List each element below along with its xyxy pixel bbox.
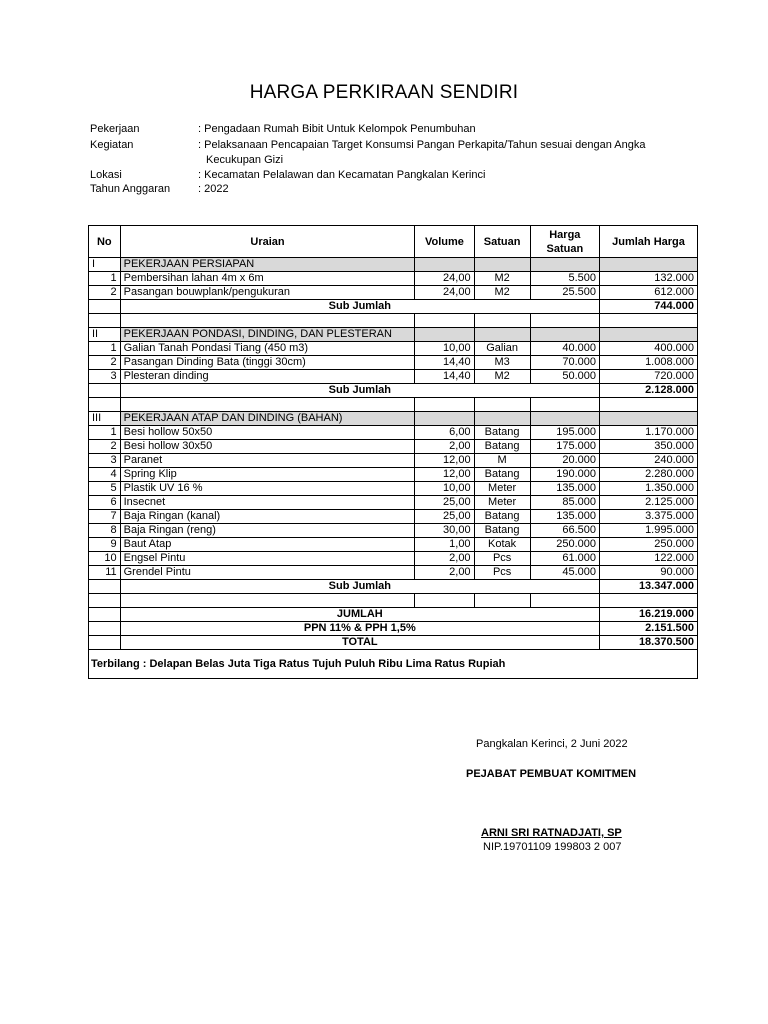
ppn-value: 2.151.500	[600, 622, 698, 636]
item-description: Pasangan Dinding Bata (tinggi 30cm)	[120, 356, 415, 370]
item-unit: M2	[474, 370, 530, 384]
empty-cell	[415, 412, 474, 426]
jumlah-value: 16.219.000	[600, 608, 698, 622]
section-number: I	[89, 258, 121, 272]
item-volume: 2,00	[415, 566, 474, 580]
section-title: PEKERJAAN PONDASI, DINDING, DAN PLESTERAN	[120, 328, 415, 342]
item-total: 1.170.000	[600, 426, 698, 440]
pekerjaan-value: : Pengadaan Rumah Bibit Untuk Kelompok Penumbuhan	[198, 123, 476, 135]
terbilang-row	[89, 650, 698, 679]
item-unit-price: 25.500	[530, 286, 599, 300]
item-description: Baja Ringan (kanal)	[120, 510, 415, 524]
section-header-row	[89, 412, 698, 426]
empty-cell	[415, 258, 474, 272]
item-number: 1	[89, 272, 121, 286]
empty-cell	[530, 328, 599, 342]
item-unit-price: 50.000	[530, 370, 599, 384]
item-unit-price: 61.000	[530, 552, 599, 566]
item-unit-price: 70.000	[530, 356, 599, 370]
item-description: Pembersihan lahan 4m x 6m	[120, 272, 415, 286]
item-total: 3.375.000	[600, 510, 698, 524]
empty-cell	[89, 314, 121, 328]
empty-cell	[600, 328, 698, 342]
empty-cell	[530, 398, 599, 412]
item-total: 1.008.000	[600, 356, 698, 370]
empty-cell	[530, 258, 599, 272]
header-jumlah-harga: Jumlah Harga	[600, 226, 698, 258]
item-unit: M3	[474, 356, 530, 370]
item-unit-price: 66.500	[530, 524, 599, 538]
signatory-role: PEJABAT PEMBUAT KOMITMEN	[466, 768, 637, 780]
signatory-name: ARNI SRI RATNADJATI, SP	[481, 827, 622, 839]
item-number: 3	[89, 370, 121, 384]
item-volume: 30,00	[415, 524, 474, 538]
subtotal-label: Sub Jumlah	[120, 300, 599, 314]
item-description: Besi hollow 50x50	[120, 426, 415, 440]
item-number: 1	[89, 426, 121, 440]
ppn-row	[89, 622, 698, 636]
item-number: 11	[89, 566, 121, 580]
table-row	[89, 496, 698, 510]
item-volume: 12,00	[415, 468, 474, 482]
item-unit-price: 190.000	[530, 468, 599, 482]
subtotal-value: 744.000	[600, 300, 698, 314]
item-unit: Meter	[474, 482, 530, 496]
item-description: Baut Atap	[120, 538, 415, 552]
item-unit: M	[474, 454, 530, 468]
table-row	[89, 356, 698, 370]
item-description: Besi hollow 30x50	[120, 440, 415, 454]
table-header-row	[89, 226, 698, 258]
empty-cell	[600, 412, 698, 426]
header-volume: Volume	[415, 226, 474, 258]
empty-cell	[530, 412, 599, 426]
table-row	[89, 510, 698, 524]
spacer-row	[89, 594, 698, 608]
empty-cell	[474, 412, 530, 426]
empty-cell	[530, 314, 599, 328]
item-unit-price: 175.000	[530, 440, 599, 454]
section-title: PEKERJAAN PERSIAPAN	[120, 258, 415, 272]
header-harga-satuan: Harga Satuan	[530, 226, 599, 258]
item-number: 1	[89, 342, 121, 356]
empty-cell	[600, 258, 698, 272]
subtotal-label: Sub Jumlah	[120, 580, 599, 594]
lokasi-value: : Kecamatan Pelalawan dan Kecamatan Pangkalan Kerinci	[198, 169, 486, 181]
kegiatan-label: Kegiatan	[90, 139, 134, 151]
item-description: Plastik UV 16 %	[120, 482, 415, 496]
item-number: 2	[89, 286, 121, 300]
item-total: 1.350.000	[600, 482, 698, 496]
table-row	[89, 342, 698, 356]
item-unit: Pcs	[474, 566, 530, 580]
place-date: Pangkalan Kerinci, 2 Juni 2022	[476, 738, 628, 750]
item-unit-price: 250.000	[530, 538, 599, 552]
empty-cell	[89, 300, 121, 314]
item-number: 3	[89, 454, 121, 468]
item-total: 400.000	[600, 342, 698, 356]
terbilang-text: Terbilang : Delapan Belas Juta Tiga Ratus Tujuh Puluh Ribu Lima Ratus Rupiah	[89, 650, 698, 679]
item-description: Grendel Pintu	[120, 566, 415, 580]
item-unit: M2	[474, 272, 530, 286]
item-unit: M2	[474, 286, 530, 300]
subtotal-value: 2.128.000	[600, 384, 698, 398]
item-number: 10	[89, 552, 121, 566]
empty-cell	[474, 398, 530, 412]
item-volume: 24,00	[415, 272, 474, 286]
table-row	[89, 566, 698, 580]
subtotal-value: 13.347.000	[600, 580, 698, 594]
item-volume: 1,00	[415, 538, 474, 552]
item-unit-price: 20.000	[530, 454, 599, 468]
item-volume: 25,00	[415, 496, 474, 510]
item-description: Pasangan bouwplank/pengukuran	[120, 286, 415, 300]
empty-cell	[415, 314, 474, 328]
item-volume: 25,00	[415, 510, 474, 524]
empty-cell	[415, 398, 474, 412]
item-description: Insecnet	[120, 496, 415, 510]
item-unit-price: 5.500	[530, 272, 599, 286]
item-unit: Batang	[474, 468, 530, 482]
table-row	[89, 468, 698, 482]
subtotal-row	[89, 300, 698, 314]
table-row	[89, 538, 698, 552]
table-row	[89, 426, 698, 440]
item-volume: 24,00	[415, 286, 474, 300]
header-satuan: Satuan	[474, 226, 530, 258]
section-header-row	[89, 328, 698, 342]
empty-cell	[89, 384, 121, 398]
item-number: 8	[89, 524, 121, 538]
total-row	[89, 636, 698, 650]
item-unit: Galian	[474, 342, 530, 356]
empty-cell	[600, 398, 698, 412]
header-no: No	[89, 226, 121, 258]
table-row	[89, 440, 698, 454]
item-total: 612.000	[600, 286, 698, 300]
jumlah-row	[89, 608, 698, 622]
spacer-row	[89, 398, 698, 412]
empty-cell	[415, 328, 474, 342]
section-header-row	[89, 258, 698, 272]
item-unit-price: 195.000	[530, 426, 599, 440]
item-number: 4	[89, 468, 121, 482]
item-unit-price: 45.000	[530, 566, 599, 580]
table-row	[89, 552, 698, 566]
total-label: TOTAL	[120, 636, 599, 650]
item-total: 250.000	[600, 538, 698, 552]
item-volume: 14,40	[415, 356, 474, 370]
table-row	[89, 524, 698, 538]
item-unit-price: 135.000	[530, 482, 599, 496]
section-number: II	[89, 328, 121, 342]
item-description: Galian Tanah Pondasi Tiang (450 m3)	[120, 342, 415, 356]
item-volume: 14,40	[415, 370, 474, 384]
item-unit: Kotak	[474, 538, 530, 552]
subtotal-row	[89, 384, 698, 398]
item-description: Paranet	[120, 454, 415, 468]
empty-cell	[474, 328, 530, 342]
item-number: 2	[89, 356, 121, 370]
item-description: Baja Ringan (reng)	[120, 524, 415, 538]
empty-cell	[89, 580, 121, 594]
cost-table	[88, 225, 698, 679]
total-value: 18.370.500	[600, 636, 698, 650]
signatory-nip: NIP.19701109 199803 2 007	[483, 841, 622, 853]
empty-cell	[120, 314, 415, 328]
item-description: Engsel Pintu	[120, 552, 415, 566]
item-number: 5	[89, 482, 121, 496]
item-unit: Pcs	[474, 552, 530, 566]
lokasi-label: Lokasi	[90, 169, 122, 181]
subtotal-label: Sub Jumlah	[120, 384, 599, 398]
item-volume: 2,00	[415, 440, 474, 454]
item-total: 90.000	[600, 566, 698, 580]
item-total: 2.125.000	[600, 496, 698, 510]
item-number: 6	[89, 496, 121, 510]
empty-cell	[474, 314, 530, 328]
item-unit: Batang	[474, 524, 530, 538]
empty-cell	[89, 398, 121, 412]
item-description: Spring Klip	[120, 468, 415, 482]
item-total: 132.000	[600, 272, 698, 286]
table-row	[89, 370, 698, 384]
document-title: HARGA PERKIRAAN SENDIRI	[249, 82, 519, 103]
table-body	[89, 258, 698, 594]
item-volume: 2,00	[415, 552, 474, 566]
item-unit: Batang	[474, 426, 530, 440]
empty-cell	[120, 398, 415, 412]
item-total: 122.000	[600, 552, 698, 566]
spacer-row	[89, 314, 698, 328]
kegiatan-value: : Pelaksanaan Pencapaian Target Konsumsi Pangan Perkapita/Tahun sesuai dengan Angka	[198, 139, 646, 151]
item-unit-price: 135.000	[530, 510, 599, 524]
item-unit: Batang	[474, 440, 530, 454]
empty-cell	[600, 314, 698, 328]
item-volume: 10,00	[415, 482, 474, 496]
item-unit-price: 85.000	[530, 496, 599, 510]
item-total: 1.995.000	[600, 524, 698, 538]
table-row	[89, 286, 698, 300]
item-number: 9	[89, 538, 121, 552]
item-total: 350.000	[600, 440, 698, 454]
section-number: III	[89, 412, 121, 426]
item-total: 720.000	[600, 370, 698, 384]
item-number: 2	[89, 440, 121, 454]
tahun-value: : 2022	[198, 183, 229, 195]
tahun-label: Tahun Anggaran	[90, 183, 171, 195]
table-row	[89, 454, 698, 468]
item-description: Plesteran dinding	[120, 370, 415, 384]
item-volume: 6,00	[415, 426, 474, 440]
header-uraian: Uraian	[120, 226, 415, 258]
jumlah-label: JUMLAH	[120, 608, 599, 622]
pekerjaan-label: Pekerjaan	[90, 123, 140, 135]
empty-cell	[474, 258, 530, 272]
item-unit-price: 40.000	[530, 342, 599, 356]
table-row	[89, 272, 698, 286]
subtotal-row	[89, 580, 698, 594]
table-row	[89, 482, 698, 496]
item-unit: Meter	[474, 496, 530, 510]
item-total: 240.000	[600, 454, 698, 468]
kegiatan-value-cont: Kecukupan Gizi	[206, 154, 284, 166]
item-volume: 12,00	[415, 454, 474, 468]
ppn-label: PPN 11% & PPH 1,5%	[120, 622, 599, 636]
section-title: PEKERJAAN ATAP DAN DINDING (BAHAN)	[120, 412, 415, 426]
item-number: 7	[89, 510, 121, 524]
item-total: 2.280.000	[600, 468, 698, 482]
item-volume: 10,00	[415, 342, 474, 356]
item-unit: Batang	[474, 510, 530, 524]
